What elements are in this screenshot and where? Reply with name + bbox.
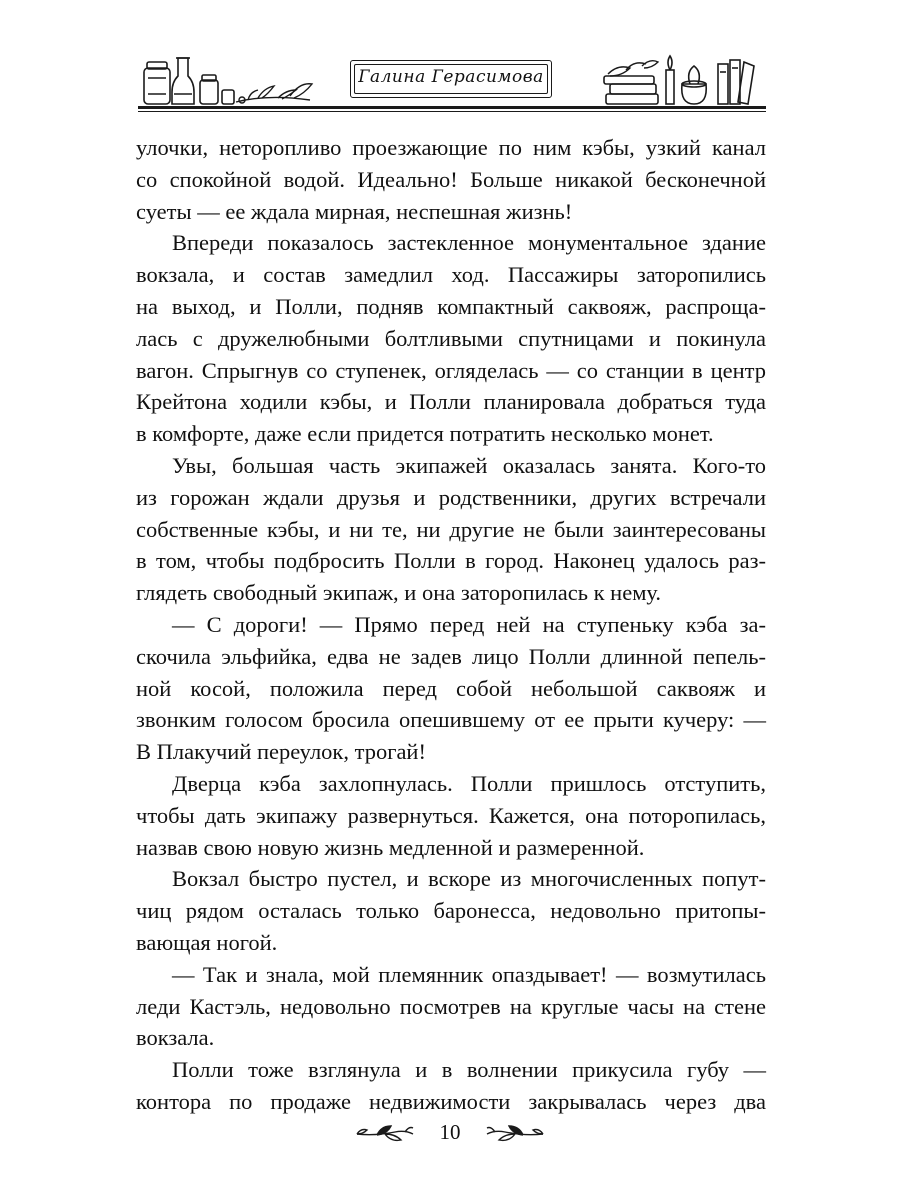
text-line: Вокзал быстро пустел, и вскоре из многочисленных попут-	[172, 866, 766, 892]
text-line: ной косой, положила перед собой небольшой саквояж и	[136, 675, 766, 701]
text-line: звонким голосом бросила опешившему от ее прыти кучеру: —	[136, 707, 766, 733]
text-line: вагон. Спрыгнув со ступенек, огляделась — со станции в центр	[136, 357, 766, 383]
paragraph-6	[136, 863, 766, 958]
paragraph-3	[136, 450, 766, 609]
small-jar-icon	[200, 75, 234, 104]
text-line: скочила эльфийка, едва не задев лицо Полли длинной пепель-	[136, 643, 766, 669]
text-line: В Плакучий переулок, трогай!	[136, 739, 426, 765]
pot-icon	[682, 66, 707, 104]
leaf-ornament-icon	[355, 1122, 415, 1144]
text-line: в том, чтобы подбросить Полли в город. Наконец удалось раз-	[136, 548, 766, 574]
text-line: со спокойной водой. Идеально! Больше никакой бесконечной	[136, 166, 766, 192]
text-line: из горожан ждали друзья и родственники, других встречали	[136, 484, 766, 510]
author-name: Галина Герасимова	[358, 67, 544, 87]
text-line: вокзала, и состав замедлил ход. Пассажиры заторопились	[136, 262, 766, 288]
text-line: суеты — ее ждала мирная, неспешная жизнь!	[136, 198, 573, 224]
paragraph-1	[136, 132, 766, 227]
standing-books-icon	[718, 60, 754, 104]
page-footer	[0, 1118, 900, 1148]
leaves-icon	[608, 61, 658, 76]
text-line: улочки, неторопливо проезжающие по ним кэбы, узкий канал	[136, 135, 766, 160]
paragraph-5	[136, 768, 766, 863]
text-line: в комфорте, даже если придется потратить несколько монет.	[136, 421, 714, 447]
text-line: — С дороги! — Прямо перед ней на ступеньку кэба за-	[172, 611, 766, 637]
paragraph-7	[136, 959, 766, 1054]
paragraph-2	[136, 227, 766, 450]
candle-icon	[666, 56, 674, 104]
text-line: на выход, и Полли, подняв компактный саквояж, распроща-	[136, 293, 766, 319]
header-rule	[138, 106, 766, 109]
shelf-decoration-left	[138, 54, 318, 106]
text-line: глядеть свободный экипаж, и она заторопилась к нему.	[136, 580, 662, 606]
main-text	[136, 132, 766, 1118]
text-line: Крейтона ходили кэбы, и Полли планировала добраться туда	[136, 389, 766, 415]
herb-bundle-icon	[236, 84, 312, 103]
paragraph-4	[136, 609, 766, 768]
text-line: — Так и знала, мой племянник опаздывает! — возмутилась	[172, 961, 766, 987]
leaf-ornament-icon	[485, 1122, 545, 1144]
text-line: собственные кэбы, и ни те, ни другие не были заинтересованы	[136, 516, 766, 542]
text-line: Полли тоже взглянула и в волнении прикусила губу —	[172, 1057, 766, 1083]
text-line: чтобы дать экипажу развернуться. Кажется, она поторопилась,	[136, 802, 766, 828]
text-line: Дверца кэба захлопнулась. Полли пришлось отступить,	[172, 770, 766, 796]
header-rule-thin	[138, 111, 766, 112]
shelf-decoration-right	[598, 54, 766, 106]
text-line: Увы, большая часть экипажей оказалась занята. Кого-то	[172, 452, 766, 478]
bottle-icon	[172, 58, 194, 104]
text-line: назвав свою новую жизнь медленной и размеренной.	[136, 834, 645, 860]
text-line: Впереди показалось застекленное монументальное здание	[172, 230, 766, 256]
jar-icon	[144, 62, 170, 104]
paragraph-8	[136, 1054, 766, 1118]
text-line: леди Кастэль, недовольно посмотрев на круглые часы на стене	[136, 993, 766, 1019]
page-number: 10	[439, 1120, 461, 1144]
author-title-frame	[350, 60, 552, 98]
text-line: лась с дружелюбными болтливыми спутницами и покинула	[136, 325, 766, 351]
text-line: контора по продаже недвижимости закрывалась через два	[136, 1088, 766, 1114]
running-header	[138, 54, 766, 114]
books-stack-icon	[604, 76, 658, 104]
text-line: вокзала.	[136, 1025, 215, 1051]
text-line: вающая ногой.	[136, 929, 278, 955]
text-line: чиц рядом осталась только баронесса, недовольно притопы-	[136, 898, 766, 924]
